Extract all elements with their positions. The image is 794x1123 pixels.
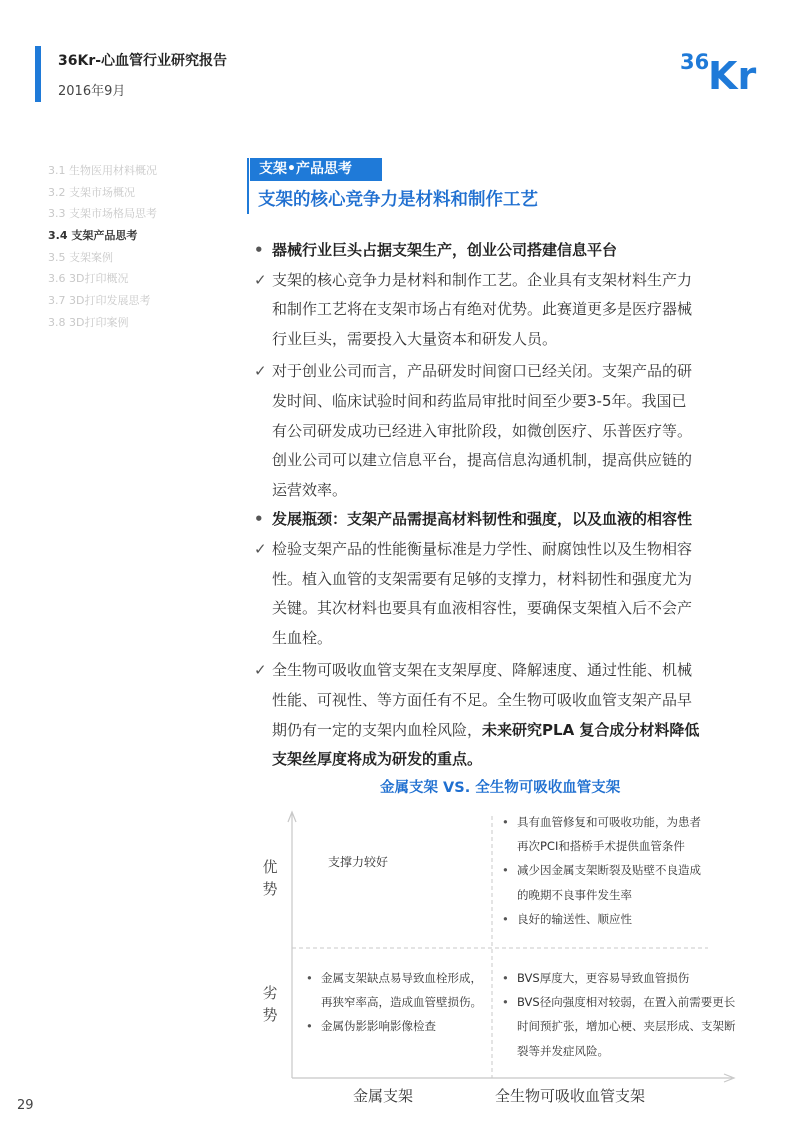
header-accent-bar (35, 46, 41, 102)
bullet-dot-icon: • (254, 241, 264, 259)
text-line: 和制作工艺将在支架市场占有绝对优势。此赛道更多是医疗器械 (272, 300, 693, 319)
check-line: ✓ 对于创业公司而言，产品研发时间窗口已经关闭。支架产品的研 (254, 357, 744, 387)
section-title-underline (250, 180, 382, 181)
list-item: • 金属支架缺点易导致血栓形成，再狭窄率高，造成血管壁损伤。 (302, 966, 482, 1014)
check-line: ✓ 全生物可吸收血管支架在支架厚度、降解速度、通过性能、机械 (254, 656, 744, 686)
toc-item-3-8[interactable]: 3.8 3D打印案例 (48, 315, 129, 329)
text-line: 性能、可视性、等方面任有不足。全生物可吸收血管支架产品早 (272, 690, 693, 709)
text-line: 生血栓。 (272, 628, 333, 647)
list-item: • 金属伪影影响影像检查 (302, 1014, 482, 1038)
page-number: 29 (17, 1098, 34, 1113)
content-body (254, 236, 744, 775)
bvs-advantage-list (498, 810, 710, 931)
list-item: • 减少因金属支架断裂及贴壁不良造成的晚期不良事件发生率 (498, 858, 710, 906)
text-line: 性。植入血管的支架需要有足够的支撑力，材料韧性和强度尤为 (272, 569, 693, 588)
text-line: 行业巨头，需要投入大量资本和研发人员。 (272, 329, 558, 348)
y-label-advantage-top: 优势 (262, 858, 278, 898)
section-title-rule (247, 158, 249, 214)
bullet-dot-icon: • (254, 510, 264, 529)
toc-item-3-6[interactable]: 3.6 3D打印概况 (48, 272, 129, 286)
x-label-bvs: 全生物可吸收血管支架 (494, 1087, 646, 1105)
checkmark-icon: ✓ (254, 362, 267, 381)
svg-text:Kr: Kr (708, 54, 757, 92)
toc-item-3-7[interactable]: 3.7 3D打印发展思考 (48, 294, 151, 308)
text-line: 有公司研发成功已经进入审批阶段，如微创医疗、乐普医疗等。 (272, 421, 693, 440)
text-line: 期仍有一定的支架内血栓风险，未来研究PLA 复合成分材料降低 (272, 720, 700, 739)
checkmark-icon: ✓ (254, 539, 267, 558)
table-of-contents (48, 160, 157, 334)
toc-item-3-3[interactable]: 3.3 支架市场格局思考 (48, 207, 157, 221)
text-line: 发时间、临床试验时间和药监局审批时间至少要3-5年。我国已 (272, 391, 687, 410)
checkmark-icon: ✓ (254, 270, 267, 289)
toc-item-3-5[interactable]: 3.5 支架案例 (48, 250, 113, 264)
y-label-disadvantage-top: 劣势 (262, 984, 278, 1024)
metal-advantage: 支撑力较好 (328, 855, 389, 869)
report-title: 36Kr-心血管行业研究报告 (58, 53, 228, 69)
text-line: 支架丝厚度将成为研发的重点。 (272, 750, 483, 769)
bullet-main-1: • 器械行业巨头占据支架生产，创业公司搭建信息平台 (254, 236, 744, 266)
toc-item-3-2[interactable]: 3.2 支架市场概况 (48, 185, 135, 199)
36kr-logo (680, 42, 770, 92)
svg-text:36: 36 (680, 50, 710, 74)
x-label-metal: 金属支架 (352, 1087, 414, 1105)
toc-item-3-4-active[interactable]: 3.4 支架产品思考 (48, 229, 138, 243)
metal-disadvantage-list (302, 966, 482, 1039)
list-item: • BVS厚度大，更容易导致血管损伤 (498, 966, 738, 990)
text-line: 运营效率。 (272, 480, 348, 499)
toc-item-3-1[interactable]: 3.1 生物医用材料概况 (48, 164, 157, 177)
check-line: ✓ 检验支架产品的性能衡量标准是力学性、耐腐蚀性以及生物相容 (254, 535, 744, 565)
text-line: 创业公司可以建立信息平台，提高信息沟通机制，提高供应链的 (272, 451, 693, 470)
report-date: 2016年9月 (58, 84, 126, 99)
check-line: ✓ 支架的核心竞争力是材料和制作工艺。企业具有支架材料生产力 (254, 266, 744, 296)
text-line: 关键。其次材料也要具有血液相容性，要确保支架植入后不会产 (272, 599, 693, 618)
section-tag: 支架•产品思考 (250, 158, 382, 180)
comparison-title: 金属支架 VS. 全生物可吸收血管支架 (380, 780, 621, 796)
list-item: • BVS径向强度相对较弱，在置入前需要更长时间预扩张，增加心梗、夹层形成、支架断裂等并发症风险。 (498, 990, 738, 1063)
checkmark-icon: ✓ (254, 661, 267, 680)
list-item: • 具有血管修复和可吸收功能，为患者再次PCI和搭桥手术提供血管条件 (498, 810, 710, 858)
list-item: • 良好的输送性、顺应性 (498, 907, 710, 931)
section-headline: 支架的核心竞争力是材料和制作工艺 (258, 190, 538, 210)
bvs-disadvantage-list (498, 966, 738, 1063)
bullet-main-2: • 发展瓶颈：支架产品需提高材料韧性和强度，以及血液的相容性 (254, 505, 744, 535)
